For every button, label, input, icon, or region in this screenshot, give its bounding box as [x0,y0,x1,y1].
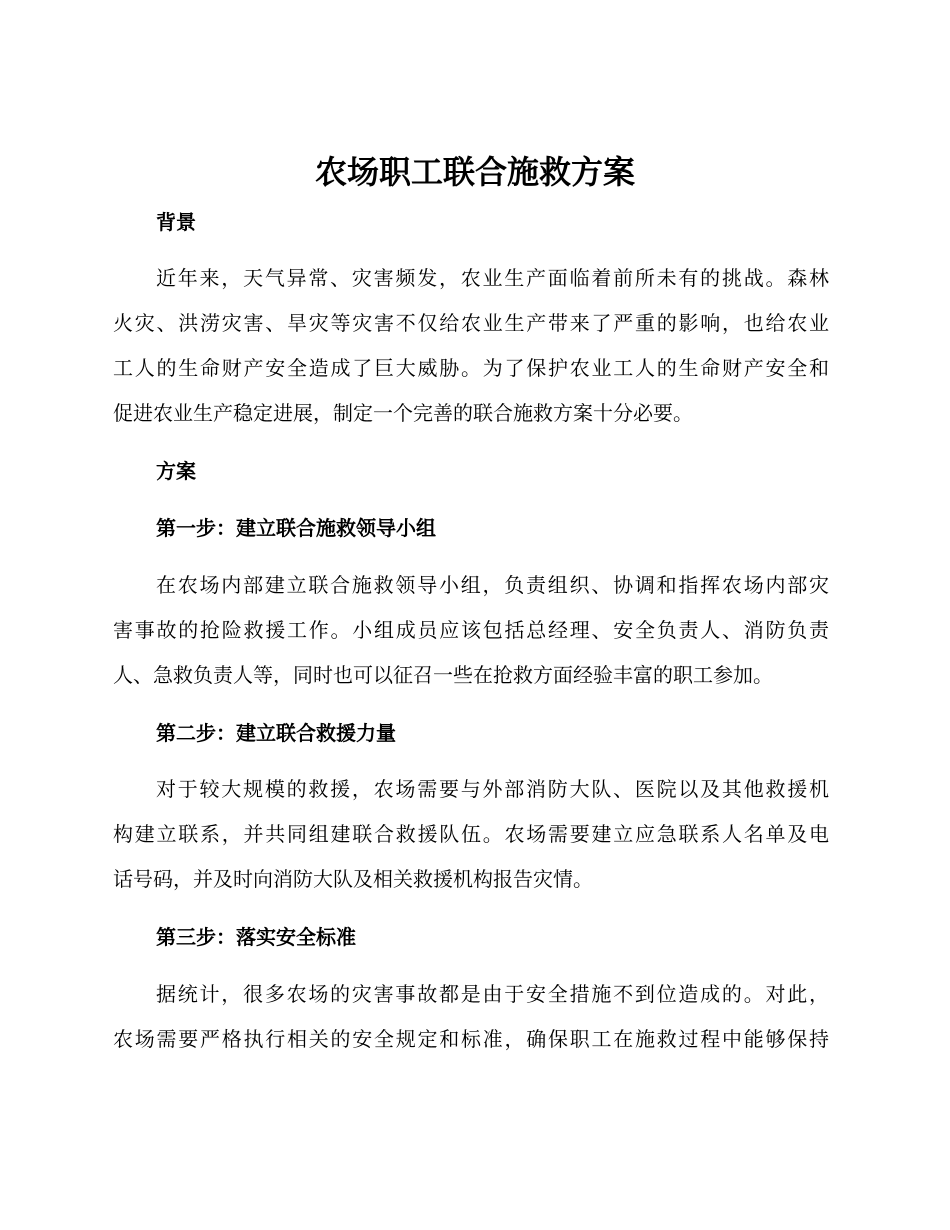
paragraph-background [113,256,829,436]
section-heading-background: 背景 [156,210,196,234]
document-title: 农场职工联合施救方案 [314,153,635,191]
paragraph-line: 工人的生命财产安全造成了巨大威胁。为了保护农业工人的生命财产安全和 [113,356,829,380]
paragraph-line: 在农场内部建立联合施救领导小组，负责组织、协调和指挥农场内部灾 [156,573,829,597]
section-heading-plan: 方案 [156,459,196,483]
paragraph-step-2 [113,767,829,902]
paragraph-line: 人、急救负责人等，同时也可以征召一些在抢救方面经验丰富的职工参加。 [113,663,773,687]
paragraph-line: 促进农业生产稳定进展，制定一个完善的联合施救方案十分必要。 [113,401,693,425]
paragraph-line: 近年来，天气异常、灾害频发，农业生产面临着前所未有的挑战。森林 [156,266,829,290]
paragraph-line: 火灾、洪涝灾害、旱灾等灾害不仅给农业生产带来了严重的影响，也给农业 [113,311,829,335]
paragraph-line: 对于较大规模的救援，农场需要与外部消防大队、医院以及其他救援机 [156,777,829,801]
paragraph-line: 话号码，并及时向消防大队及相关救援机构报告灾情。 [113,867,593,891]
section-heading-step-2: 第二步：建立联合救援力量 [156,721,396,745]
section-heading-step-3: 第三步：落实安全标准 [156,925,356,949]
paragraph-line: 害事故的抢险救援工作。小组成员应该包括总经理、安全负责人、消防负责 [113,618,829,642]
paragraph-step-3 [113,972,829,1062]
paragraph-line: 据统计，很多农场的灾害事故都是由于安全措施不到位造成的。对此， [156,982,829,1006]
paragraph-step-1 [113,563,829,698]
section-heading-step-1: 第一步：建立联合施救领导小组 [156,516,436,540]
paragraph-line: 构建立联系，并共同组建联合救援队伍。农场需要建立应急联系人名单及电 [113,822,829,846]
paragraph-line: 农场需要严格执行相关的安全规定和标准，确保职工在施救过程中能够保持 [113,1027,829,1051]
